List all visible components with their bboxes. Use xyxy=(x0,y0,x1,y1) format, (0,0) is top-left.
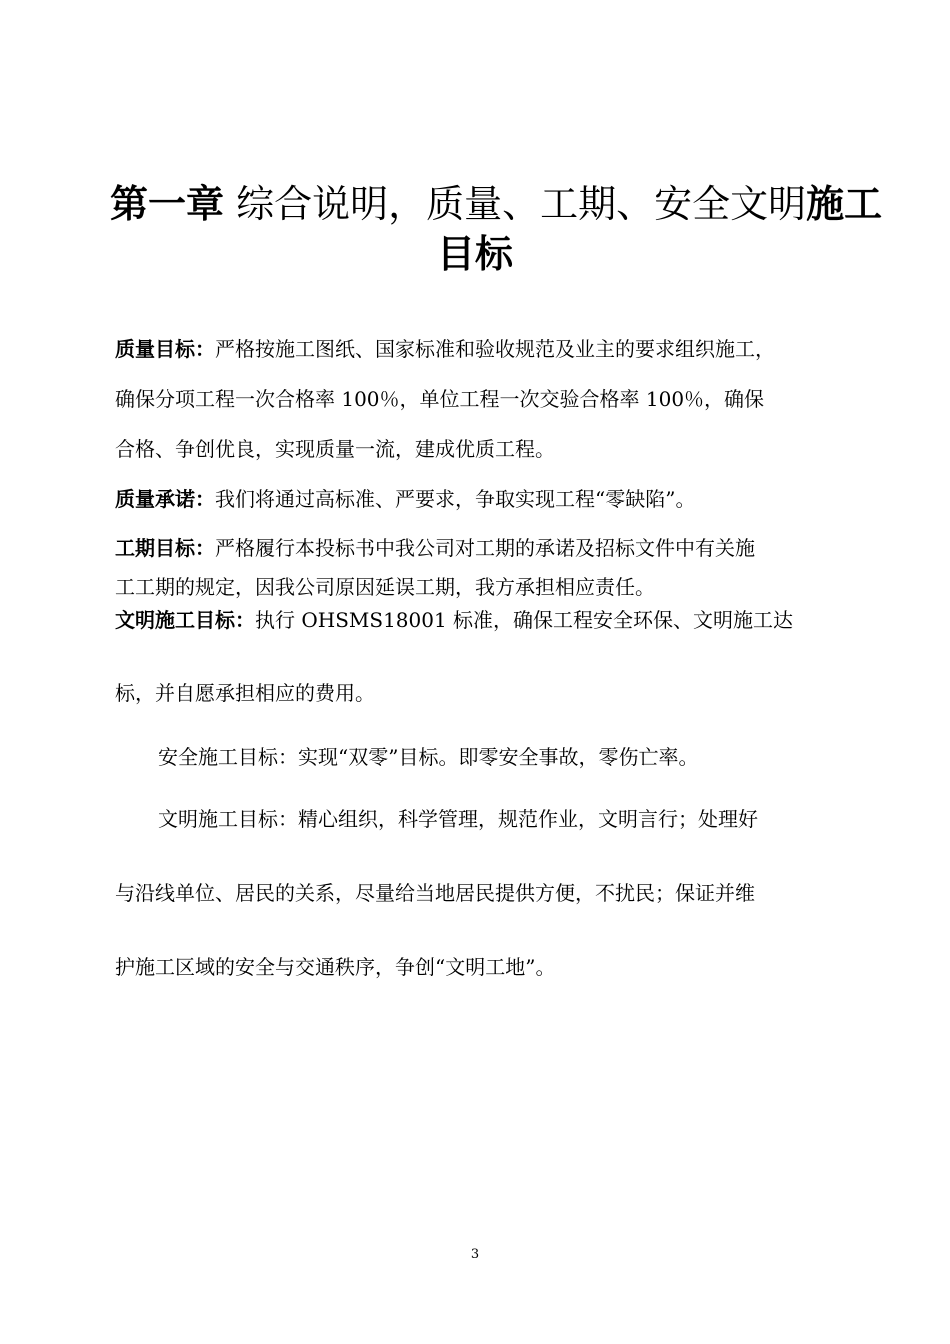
quality-goal-text-1: 严格按施工图纸、国家标准和验收规范及业主的要求组织施工， xyxy=(215,337,775,361)
civilized-goal-line-1 xyxy=(115,605,793,635)
quality-commitment-text: 我们将通过高标准、严要求，争取实现工程“零缺陷”。 xyxy=(215,487,696,511)
schedule-goal-text-1: 严格履行本投标书中我公司对工期的承诺及招标文件中有关施 xyxy=(215,536,755,560)
quality-goal-line-3: 合格、争创优良，实现质量一流，建成优质工程。 xyxy=(115,437,555,461)
chapter-title-text: 综合说明，质量、工期、安全文明 xyxy=(224,182,807,226)
quality-commitment-line xyxy=(115,484,695,514)
quality-commitment-label: 质量承诺： xyxy=(115,487,215,511)
chapter-title-bold-end: 施工 xyxy=(806,182,883,226)
chapter-title-bold-line-2: 目标 xyxy=(436,232,513,276)
safety-goal-line: 安全施工目标：实现“双零”目标。即零安全事故，零伤亡率。 xyxy=(158,745,699,769)
civilized-goal-label: 文明施工目标： xyxy=(115,608,255,632)
schedule-goal-label: 工期目标： xyxy=(115,536,215,560)
schedule-goal-line-2: 工工期的规定，因我公司原因延误工期，我方承担相应责任。 xyxy=(115,575,655,599)
civilized-detail-line-2: 与沿线单位、居民的关系，尽量给当地居民提供方便，不扰民；保证并维 xyxy=(115,881,755,905)
chapter-number: 第一章 xyxy=(110,182,225,226)
page-number: 3 xyxy=(470,1247,480,1262)
schedule-goal-line-1 xyxy=(115,533,755,563)
chapter-title-line-2 xyxy=(110,226,840,282)
civilized-detail-line-3: 护施工区域的安全与交通秩序，争创“文明工地”。 xyxy=(115,955,556,979)
civilized-detail-line-1: 文明施工目标：精心组织，科学管理，规范作业，文明言行；处理好 xyxy=(158,807,758,831)
quality-goal-line-2: 确保分项工程一次合格率 100％，单位工程一次交验合格率 100％，确保 xyxy=(115,387,765,411)
quality-goal-label: 质量目标： xyxy=(115,337,215,361)
quality-goal-line-1 xyxy=(115,334,775,364)
civilized-goal-line-2: 标，并自愿承担相应的费用。 xyxy=(115,681,375,705)
civilized-goal-text-1: 执行 OHSMS18001 标准，确保工程安全环保、文明施工达 xyxy=(255,608,794,632)
chapter-title-line-1 xyxy=(110,176,883,232)
